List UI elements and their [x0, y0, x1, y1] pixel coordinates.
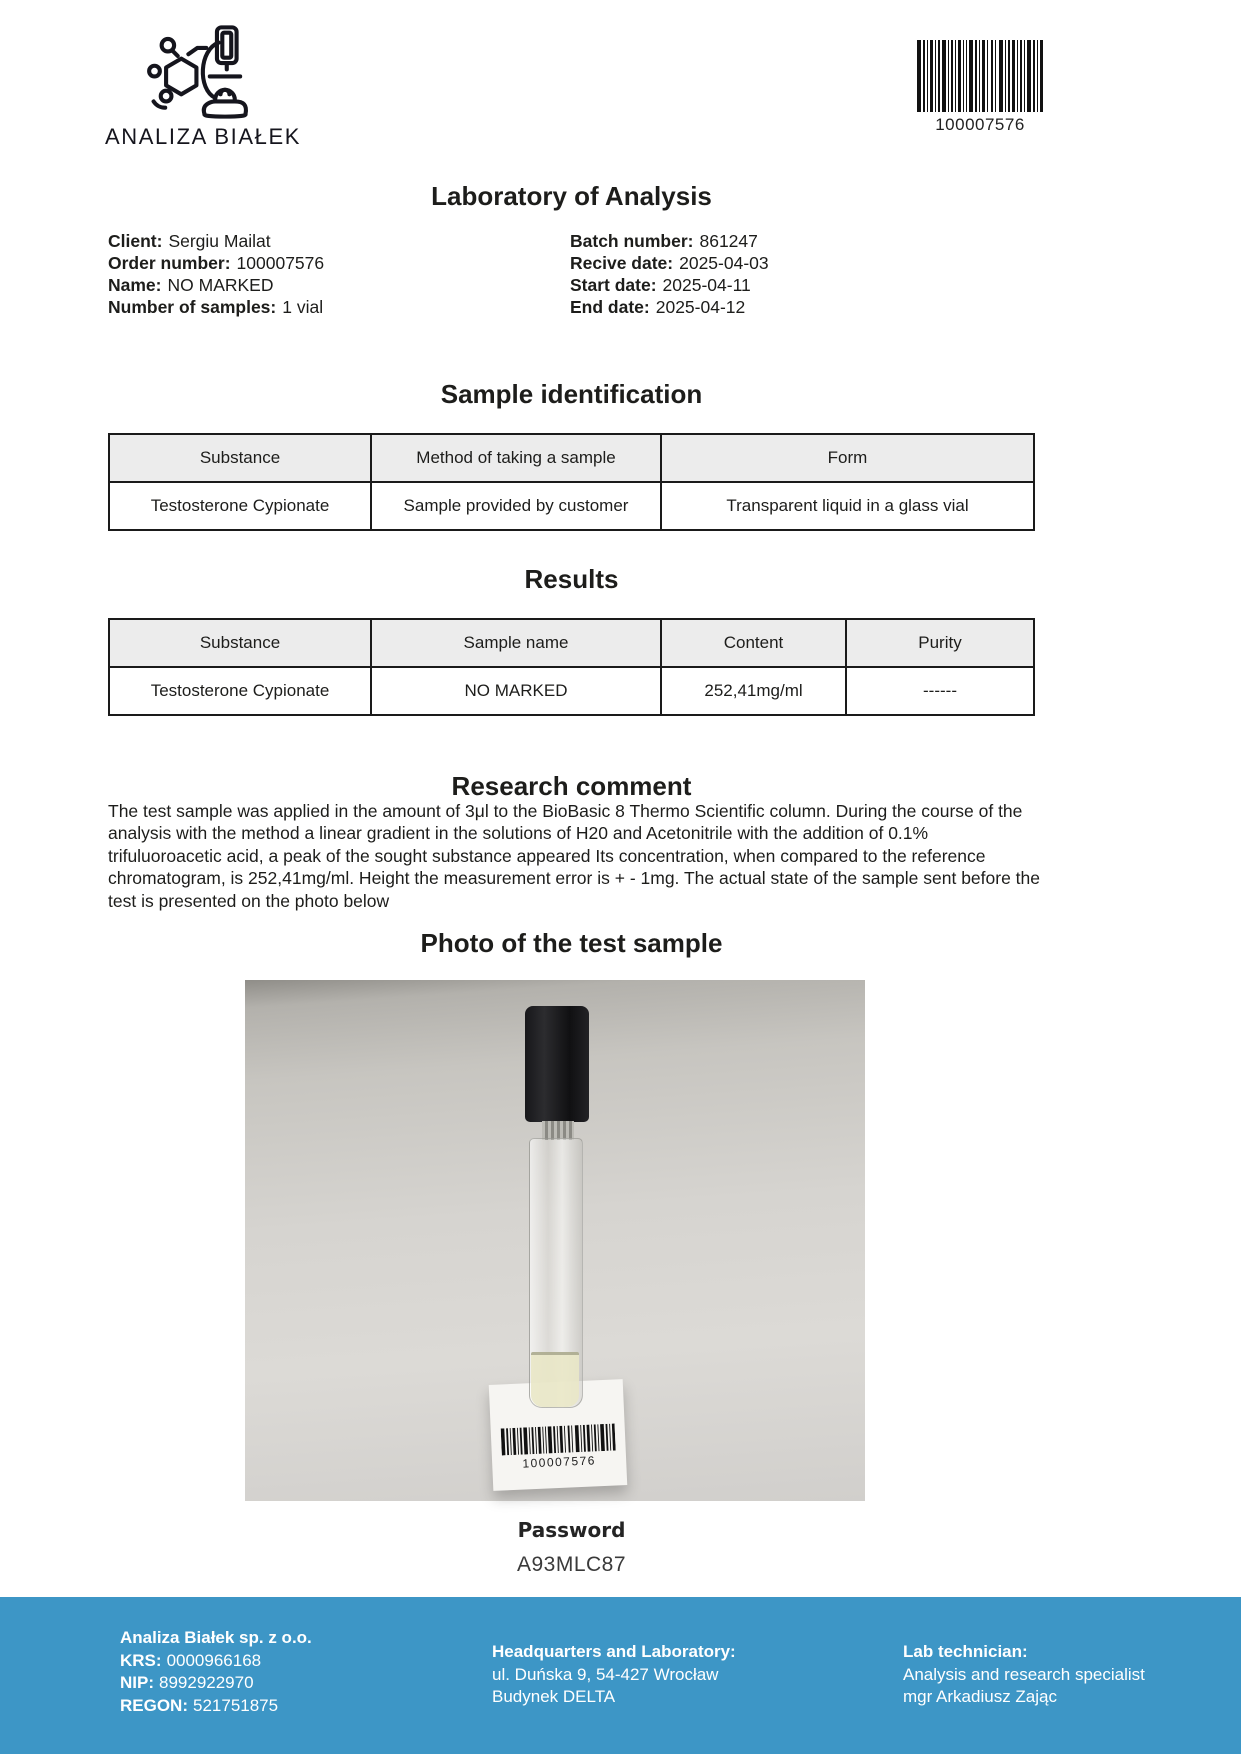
order-info-left — [108, 230, 570, 318]
table-cell: Transparent liquid in a glass vial — [661, 482, 1034, 530]
footer-hq-column — [492, 1641, 736, 1709]
password-label: Password — [517, 1518, 626, 1542]
logo-text: ANALIZA BIAŁEK — [105, 124, 302, 149]
info-line-client: Client: Sergiu Mailat — [108, 231, 271, 251]
footer-hq-building: Budynek DELTA — [492, 1687, 616, 1706]
research-comment-text: The test sample was applied in the amount of 3μl to the BioBasic 8 Thermo Scientific column. During the course of the analysis with the method a linear gradient in the solutions of H20 and Acetonitrile with the addition of 0.1% trifuluoroacetic acid, a peak of the sought substance appeared Its concentration, when compared to the reference chromatogram, is 252,41mg/ml. Height the measurement error is + - 1mg. The actual state of the sample sent before the test is presented on the photo below — [108, 801, 1041, 911]
footer-company-name: Analiza Białek sp. z o.o. — [120, 1628, 312, 1647]
table-cell: ------ — [846, 667, 1034, 715]
microscope-molecule-icon — [142, 22, 258, 122]
table-header-row — [109, 619, 1034, 667]
table-cell: 252,41mg/ml — [661, 667, 846, 715]
table-row — [109, 482, 1034, 530]
sample-identification-table — [108, 433, 1035, 531]
section-heading-sample-identification: Sample identification — [440, 379, 703, 409]
table-cell: Testosterone Cypionate — [109, 667, 371, 715]
results-table — [108, 618, 1035, 716]
footer-nip: NIP: 8992922970 — [120, 1673, 254, 1692]
footer-hq-heading: Headquarters and Laboratory: — [492, 1642, 736, 1661]
table-row — [109, 667, 1034, 715]
table-cell: Sample provided by customer — [371, 482, 661, 530]
section-heading-photo: Photo of the test sample — [420, 928, 723, 958]
footer — [0, 1597, 1241, 1754]
order-barcode — [917, 40, 1043, 135]
table-header-row — [109, 434, 1034, 482]
info-line-start-date: Start date: 2025-04-11 — [570, 275, 751, 295]
table-cell: NO MARKED — [371, 667, 661, 715]
barcode-icon — [917, 40, 1043, 112]
footer-hq-address: ul. Duńska 9, 54-427 Wrocław — [492, 1664, 719, 1684]
footer-technician-heading: Lab technician: — [903, 1642, 1028, 1661]
logo — [105, 22, 302, 150]
vial-liquid — [531, 1352, 579, 1407]
info-line-name: Name: NO MARKED — [108, 275, 274, 295]
barcode-number: 100007576 — [935, 115, 1025, 134]
column-header: Method of taking a sample — [371, 434, 661, 482]
info-line-order-number: Order number: 100007576 — [108, 253, 325, 273]
info-line-batch: Batch number: 861247 — [570, 231, 758, 251]
footer-regon: REGON: 521751875 — [120, 1695, 279, 1715]
info-line-recive-date: Recive date: 2025-04-03 — [570, 253, 769, 273]
vial-cap — [525, 1006, 589, 1122]
footer-technician-role: Analysis and research specialist — [903, 1664, 1145, 1684]
column-header: Substance — [109, 434, 371, 482]
section-heading-research-comment: Research comment — [451, 771, 692, 801]
table-cell: Testosterone Cypionate — [109, 482, 371, 530]
footer-company-column — [120, 1627, 312, 1717]
footer-technician-column — [903, 1641, 1145, 1709]
section-heading-results: Results — [524, 564, 619, 594]
photo-label-number: 100007576 — [522, 1453, 597, 1471]
footer-technician-name: mgr Arkadiusz Zając — [903, 1687, 1057, 1706]
info-line-end-date: End date: 2025-04-12 — [570, 297, 746, 317]
password-value: A93MLC87 — [516, 1553, 627, 1576]
order-info-right — [570, 230, 1032, 318]
order-info — [108, 230, 1035, 318]
column-header: Purity — [846, 619, 1034, 667]
barcode-icon — [501, 1424, 616, 1456]
page-title: Laboratory of Analysis — [431, 181, 712, 211]
column-header: Substance — [109, 619, 371, 667]
info-line-samples: Number of samples: 1 vial — [108, 297, 324, 317]
column-header: Sample name — [371, 619, 661, 667]
footer-krs: KRS: 0000966168 — [120, 1650, 262, 1670]
column-header: Content — [661, 619, 846, 667]
column-header: Form — [661, 434, 1034, 482]
sample-photo — [245, 980, 865, 1501]
